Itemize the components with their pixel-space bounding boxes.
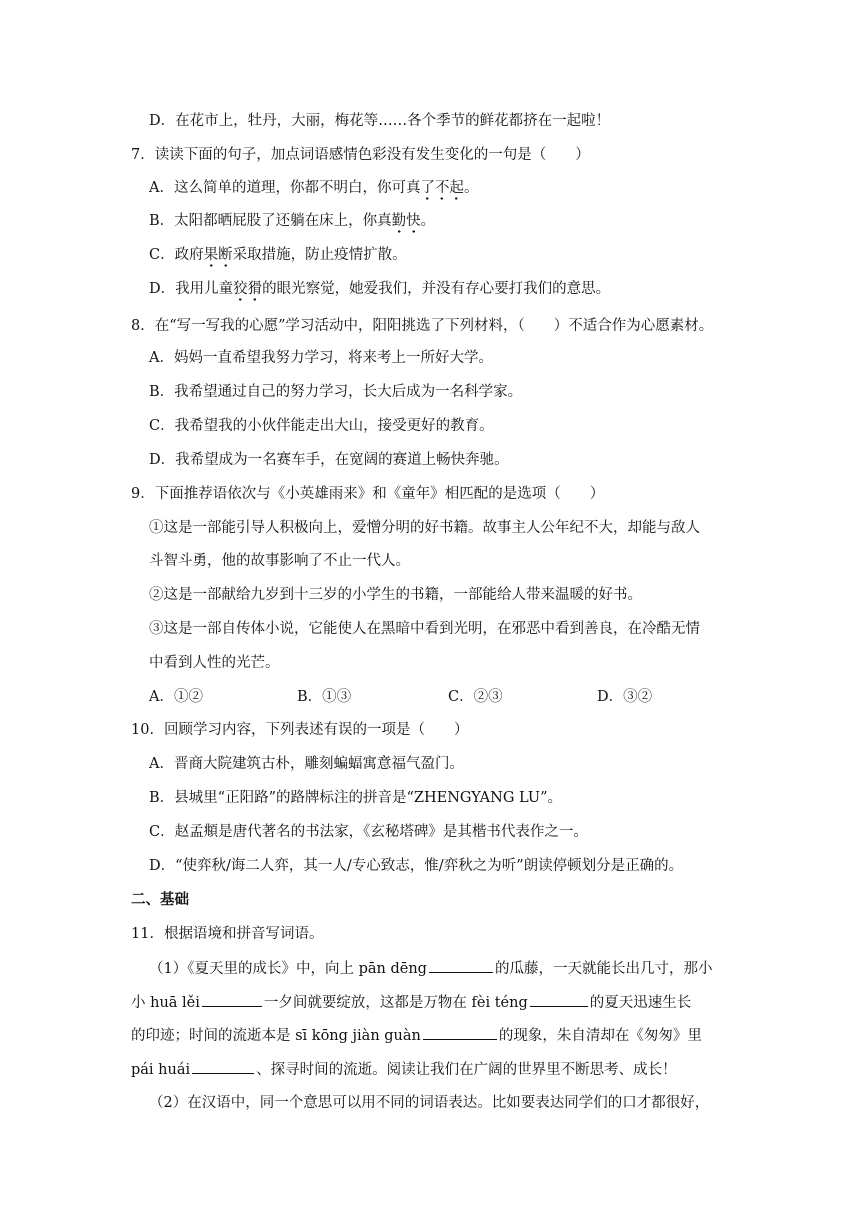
q11-text: 、探寻时间的流逝。阅读让我们在广阔的世界里不断思考、成长！ (256, 1062, 677, 1078)
q9-stem: 9．下面推荐语依次与《小英雄雨来》和《童年》相匹配的是选项（ ） (131, 486, 605, 502)
q11-text: 的夏天迅速生长 (589, 995, 692, 1011)
q7-option-d (149, 279, 610, 299)
q11-part1-line-1 (149, 958, 712, 979)
q7-option-a (149, 178, 478, 198)
q8-stem: 8．在“写一写我的心愿”学习活动中，阳阳挑选了下列材料，（ ）不适合作为心愿素材。 (131, 318, 714, 334)
section-heading: 二、基础 (131, 891, 189, 908)
answer-blank-sikongjianguan[interactable] (423, 1025, 497, 1040)
q11-text: 的印迹；时间的流逝本是 sī kōng jiàn guàn (131, 1028, 421, 1044)
q10-stem: 10．回顾学习内容，下列表述有误的一项是（ ） (131, 722, 469, 738)
q7-option-c (149, 245, 407, 265)
q7-a-text: A．这么简单的道理，你都不明白，你可真 (149, 180, 421, 196)
q11-part2-line-1: （2）在汉语中，同一个意思可以用不同的词语表达。比如要表达同学们的口才都很好， (149, 1095, 710, 1111)
q11-text: 小 huā lěi (131, 995, 200, 1011)
q8-option-c: C．我希望我的小伙伴能走出大山，接受更好的教育。 (149, 418, 494, 434)
q6-option-d: D．在花市上，牡丹，大丽，梅花等……各个季节的鲜花都挤在一起啦！ (149, 113, 611, 129)
q8-option-a: A．妈妈一直希望我努力学习，将来考上一所好大学。 (149, 350, 493, 366)
q10-option-a: A．晋商大院建筑古朴，雕刻蝙蝠寓意福气盈门。 (149, 756, 464, 772)
answer-blank-hualei[interactable] (202, 992, 262, 1007)
q11-stem: 11．根据语境和拼音写词语。 (131, 926, 324, 942)
q9-item-3-line-2: 中看到人性的光芒。 (149, 655, 280, 671)
q7-stem: 7．读读下面的句子，加点词语感情色彩没有发生变化的一句是（ ） (131, 147, 590, 163)
answer-blank-pandeng[interactable] (429, 958, 493, 973)
q9-option-a: A．①② (149, 689, 203, 705)
q9-item-2: ②这是一部献给九岁到十三岁的小学生的书籍，一部能给人带来温暖的好书。 (149, 587, 642, 603)
q11-text: pái huái (131, 1062, 191, 1078)
q9-option-d: D．③② (597, 689, 653, 705)
q7-c-dotted-word: 果断 (204, 247, 233, 268)
q7-b-end: 。 (420, 213, 436, 229)
q7-a-dotted-word: 了不起 (420, 180, 464, 201)
q9-options (149, 687, 652, 707)
answer-blank-feiteng[interactable] (530, 992, 588, 1007)
q11-text: 的瓜藤，一天就能长出几寸，那小 (494, 961, 713, 977)
q11-text: 的现象，朱自清却在《匆匆》里 (498, 1028, 702, 1044)
q11-part1-line-3 (131, 1025, 702, 1046)
q7-d-end: 的眼光察觉，她爱我们，并没有存心要打我们的意思。 (262, 281, 611, 297)
q7-b-dotted-word: 勤快 (392, 213, 421, 234)
q9-item-1-line-2: 斗智斗勇，他的故事影响了不止一代人。 (149, 553, 410, 569)
q11-part1-line-4 (131, 1059, 677, 1080)
q11-text: 一夕间就要绽放，这都是万物在 fèi téng (263, 995, 528, 1011)
q7-option-b (149, 211, 435, 231)
q8-option-b: B．我希望通过自己的努力学习，长大后成为一名科学家。 (149, 384, 523, 400)
q7-c-end: 采取措施，防止疫情扩散。 (232, 247, 407, 263)
q7-b-text: B．太阳都晒屁股了还躺在床上，你真 (149, 213, 392, 229)
answer-blank-paihuai[interactable] (192, 1059, 254, 1074)
q10-option-b: B．县城里“正阳路”的路牌标注的拼音是“ZHENGYANG LU”。 (149, 790, 562, 806)
q9-item-3-line-1: ③这是一部自传体小说，它能使人在黑暗中看到光明，在邪恶中看到善良，在冷酷无情 (149, 621, 700, 637)
q9-item-1-line-1: ①这是一部能引导人积极向上，爱憎分明的好书籍。故事主人公年纪不大，却能与敌人 (149, 520, 700, 536)
q11-part1-line-2 (131, 992, 691, 1013)
q9-option-c: C．②③ (448, 689, 503, 705)
q10-option-c: C．赵孟頫是唐代著名的书法家，《玄秘塔碑》是其楷书代表作之一。 (149, 824, 588, 840)
q7-d-dotted-word: 狡猾 (233, 281, 262, 302)
q7-a-end: 。 (463, 180, 479, 196)
q8-option-d: D．我希望成为一名赛车手，在宽阔的赛道上畅快奔驰。 (149, 452, 509, 468)
q7-c-text: C．政府 (149, 247, 204, 263)
q10-option-d: D．“使弈秋/诲二人弈，其一人/专心致志，惟/弈秋之为听”朗读停顿划分是正确的。 (149, 858, 684, 874)
q9-option-b: B．①③ (297, 689, 352, 705)
q7-d-text: D．我用儿童 (149, 281, 234, 297)
q11-text: （1）《夏天里的成长》中，向上 pān dēng (149, 961, 427, 977)
